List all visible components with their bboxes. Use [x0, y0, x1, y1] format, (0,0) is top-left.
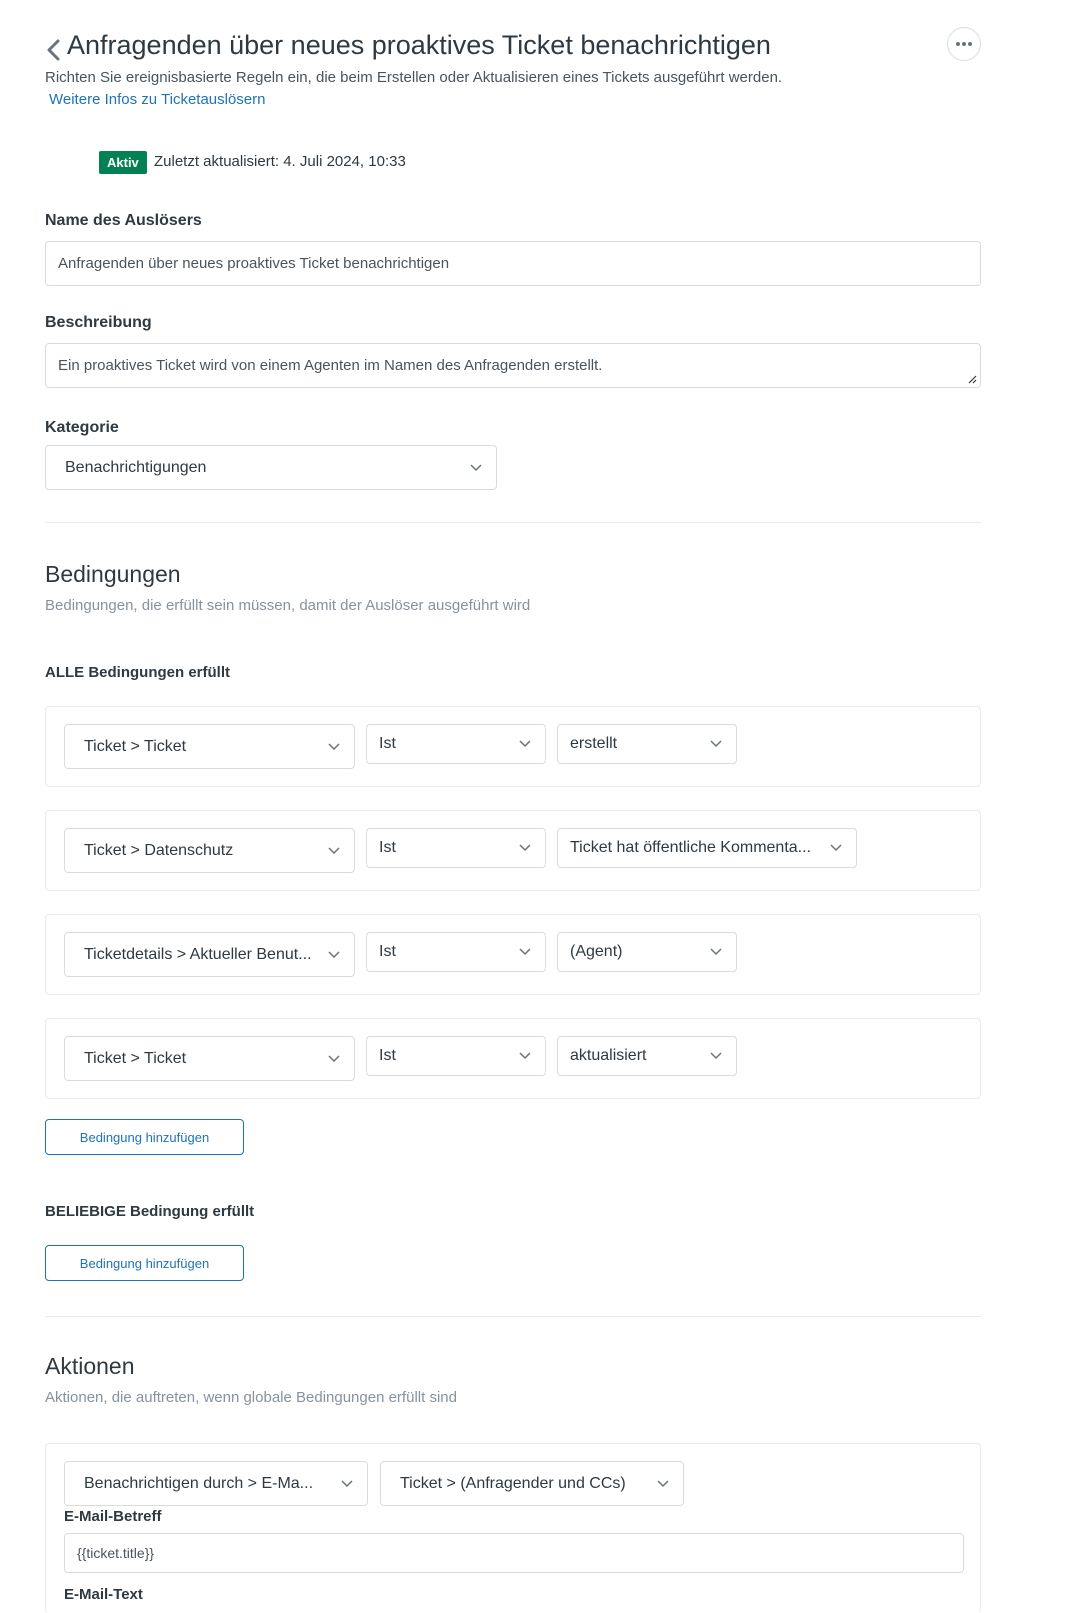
chevron-down-icon: [657, 1480, 669, 1488]
condition-value-text: Ticket hat öffentliche Kommenta...: [570, 839, 812, 856]
chevron-down-icon: [519, 844, 531, 852]
chevron-left-icon[interactable]: [44, 38, 64, 62]
action-field-select[interactable]: [64, 1461, 368, 1506]
action-field-value: Benachrichtigen durch > E-Ma...: [84, 1474, 314, 1492]
actions-subtitle: Aktionen, die auftreten, wenn globale Bedingungen erfüllt sind: [45, 1389, 457, 1406]
condition-field-value: Ticket > Ticket: [84, 737, 187, 755]
condition-value-text: (Agent): [570, 943, 623, 960]
last-updated-text: Zuletzt aktualisiert: 4. Juli 2024, 10:33: [154, 153, 406, 170]
condition-field-select[interactable]: [64, 828, 355, 873]
action-target-value: Ticket > (Anfragender und CCs): [400, 1474, 626, 1492]
condition-field-select[interactable]: [64, 1036, 355, 1081]
email-subject-value: {{ticket.title}}: [77, 1545, 155, 1561]
learn-more-link[interactable]: Weitere Infos zu Ticketauslösern: [49, 91, 266, 108]
condition-operator-select[interactable]: [366, 1036, 546, 1076]
description-textarea[interactable]: [45, 343, 981, 388]
section-divider: [45, 522, 981, 523]
chevron-down-icon: [328, 951, 340, 959]
condition-operator-value: Ist: [379, 735, 396, 752]
condition-value-text: aktualisiert: [570, 1047, 647, 1064]
condition-value-select[interactable]: [557, 828, 857, 868]
status-badge: Aktiv: [99, 151, 147, 174]
condition-value-select[interactable]: [557, 932, 737, 972]
trigger-name-value: Anfragenden über neues proaktives Ticket benachrichtigen: [58, 255, 450, 272]
description-label: Beschreibung: [45, 314, 152, 331]
trigger-name-input[interactable]: [45, 241, 981, 286]
name-label: Name des Auslösers: [45, 212, 202, 229]
more-options-button[interactable]: [947, 27, 981, 61]
chevron-down-icon: [710, 1052, 722, 1060]
section-divider: [45, 1316, 981, 1317]
email-subject-label: E-Mail-Betreff: [64, 1508, 162, 1525]
chevron-down-icon: [328, 1055, 340, 1063]
chevron-down-icon: [830, 844, 842, 852]
condition-field-select[interactable]: [64, 724, 355, 769]
condition-value-select[interactable]: [557, 1036, 737, 1076]
email-body-label: E-Mail-Text: [64, 1586, 143, 1603]
condition-operator-value: Ist: [379, 839, 396, 856]
chevron-down-icon: [519, 740, 531, 748]
add-all-condition-button[interactable]: Bedingung hinzufügen: [45, 1119, 244, 1155]
ellipsis-icon: [955, 41, 973, 47]
condition-value-select[interactable]: [557, 724, 737, 764]
condition-field-value: Ticket > Ticket: [84, 1049, 187, 1067]
condition-value-text: erstellt: [570, 735, 618, 752]
condition-field-value: Ticketdetails > Aktueller Benut...: [84, 945, 312, 963]
chevron-down-icon: [328, 743, 340, 751]
category-label: Kategorie: [45, 419, 119, 436]
chevron-down-icon: [710, 740, 722, 748]
condition-operator-select[interactable]: [366, 724, 546, 764]
condition-operator-value: Ist: [379, 943, 396, 960]
category-select[interactable]: [45, 445, 497, 490]
page-title: Anfragenden über neues proaktives Ticket benachrichtigen: [67, 30, 771, 60]
chevron-down-icon: [341, 1480, 353, 1488]
condition-operator-select[interactable]: [366, 828, 546, 868]
any-conditions-label: BELIEBIGE Bedingung erfüllt: [45, 1203, 255, 1220]
chevron-down-icon: [710, 948, 722, 956]
condition-field-value: Ticket > Datenschutz: [84, 841, 234, 859]
conditions-title: Bedingungen: [45, 561, 181, 587]
resize-handle-icon[interactable]: [967, 374, 977, 384]
email-subject-input[interactable]: [64, 1533, 964, 1573]
page-subtitle: Richten Sie ereignisbasierte Regeln ein, die beim Erstellen oder Aktualisieren eines Tickets ausgeführt werden.: [45, 69, 783, 86]
condition-field-select[interactable]: [64, 932, 355, 977]
description-value: Ein proaktives Ticket wird von einem Agenten im Namen des Anfragenden erstellt.: [58, 357, 603, 374]
chevron-down-icon: [470, 464, 482, 472]
condition-operator-select[interactable]: [366, 932, 546, 972]
add-any-condition-button[interactable]: Bedingung hinzufügen: [45, 1245, 244, 1281]
chevron-down-icon: [519, 948, 531, 956]
all-conditions-label: ALLE Bedingungen erfüllt: [45, 664, 230, 681]
category-value: Benachrichtigungen: [65, 458, 207, 476]
conditions-subtitle: Bedingungen, die erfüllt sein müssen, damit der Auslöser ausgeführt wird: [45, 597, 531, 614]
chevron-down-icon: [519, 1052, 531, 1060]
actions-title: Aktionen: [45, 1353, 135, 1379]
action-target-select[interactable]: [380, 1461, 684, 1506]
chevron-down-icon: [328, 847, 340, 855]
condition-operator-value: Ist: [379, 1047, 396, 1064]
